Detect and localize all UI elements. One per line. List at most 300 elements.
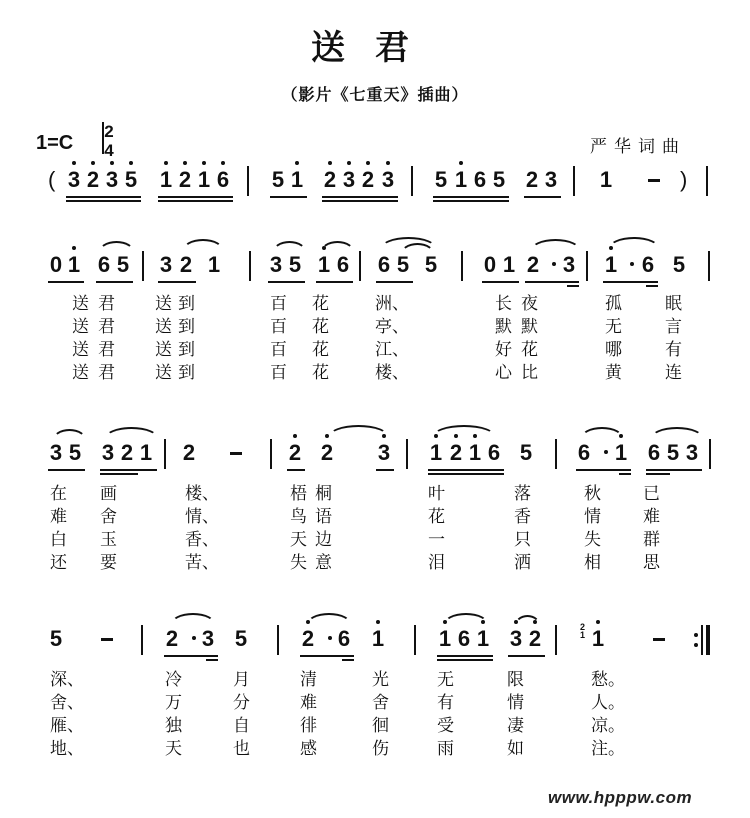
lyric-char: 泪 [428,553,445,573]
note: 3 [544,167,558,192]
note: 2 [319,439,335,467]
note: 5 [123,166,139,194]
note: 1 [370,625,386,653]
beam-underline [619,473,631,475]
note: 6 [377,252,391,277]
lyric-char: 只 [514,530,531,550]
note: 2 [287,439,303,467]
high-octave-dot [293,434,297,438]
note: 1 [139,440,153,465]
lyric-char: 情、 [185,507,219,527]
beam-underline [567,285,579,287]
beam-underline [437,655,493,657]
lyric-char: 百 [270,294,287,314]
lyric-char: 语 [315,507,332,527]
dotted-note-dot [604,450,608,454]
lyric-char: 楼、 [375,363,409,383]
beam-underline [619,469,631,471]
lyric-char: 地、 [50,739,84,759]
beam-underline [158,281,196,283]
lyric-char: 限 [507,670,524,690]
slur [650,427,704,439]
note: 5 [396,252,410,277]
notation-line-1 [0,166,750,206]
slur [608,237,660,249]
lyric-char: 有 [665,340,682,360]
dotted-note-dot [630,262,634,266]
note: 5 [116,252,130,277]
parenthesis: ) [680,167,688,192]
note: 3 [376,439,392,467]
lyric-char: 人。 [591,693,625,713]
lyric-char: 独 [165,716,182,736]
lyric-char: 天 [165,739,182,759]
lyric-char: 送 [72,363,89,383]
lyric-char: 哪 [605,340,622,360]
note: 2 [322,166,338,194]
note: 5 [672,252,686,277]
high-octave-dot [347,161,351,165]
note: 5 [666,440,680,465]
lyric-char: 送 [155,317,172,337]
notation-line-3 [0,439,750,479]
note: 1 [289,166,305,194]
barline [555,625,557,655]
beam-underline [268,281,305,283]
lyric-char: 落 [514,484,531,504]
note: 2 [165,626,179,651]
lyric-char: 花 [521,340,538,360]
lyric-char: 送 [155,294,172,314]
lyric-char: 边 [315,530,332,550]
lyric-char: 亭、 [375,317,409,337]
repeat-dot [694,633,698,637]
beam-underline [508,655,545,657]
note: 5 [424,252,438,277]
high-octave-dot [202,161,206,165]
lyric-char: 默 [521,317,538,337]
lyric-char: 难 [643,507,660,527]
barline [164,439,166,469]
beam-underline [433,196,509,198]
lyric-char: 难 [300,693,317,713]
beam-underline [287,469,305,471]
note: 6 [457,626,471,651]
beam-underline [158,200,233,202]
dotted-note-dot [192,636,196,640]
high-octave-dot [72,161,76,165]
lyric-char: 冷 [165,670,182,690]
high-octave-dot [183,161,187,165]
slur [443,613,489,625]
lyric-char: 相 [584,553,601,573]
lyric-char: 黄 [605,363,622,383]
note: 3 [508,625,524,653]
lyric-char: 有 [437,693,454,713]
barline [277,625,279,655]
lyric-char: 也 [233,739,250,759]
lyric-char: 深、 [50,670,84,690]
lyric-char: 花 [312,363,329,383]
note: 3 [201,626,215,651]
lyric-char: 注。 [591,739,625,759]
note: 1 [207,252,221,277]
song-subtitle: （影片《七重天》插曲） [281,85,469,104]
lyric-char: 香 [514,507,531,527]
note: 3 [49,440,63,465]
note: 5 [288,252,302,277]
beam-underline [342,655,354,657]
lyric-char: 意 [315,553,332,573]
slur [328,425,389,437]
notation-line-4 [0,622,750,665]
high-octave-dot [328,161,332,165]
beam-underline [376,469,394,471]
lyric-char: 君 [98,363,115,383]
note: 3 [341,166,357,194]
lyric-char: 送 [72,294,89,314]
note: 1 [590,625,606,653]
lyric-char: 眠 [665,294,682,314]
note: 2 [526,252,540,277]
lyric-char: 秋 [584,484,601,504]
lyric-char: 无 [437,670,454,690]
watermark: www.hpppw.com [548,788,693,807]
lyric-char: 玉 [100,530,117,550]
lyric-char: 徊 [372,716,389,736]
beam-underline [66,196,141,198]
dotted-note-dot [552,262,556,266]
lyric-char: 难 [50,507,67,527]
lyric-char: 还 [50,553,67,573]
lyric-char: 桐 [315,484,332,504]
lyric-char: 徘 [300,716,317,736]
note: 2 [448,439,464,467]
barline [270,439,272,469]
lyric-char: 情 [584,507,601,527]
lyric-char: 比 [521,363,538,383]
note: 1 [428,439,444,467]
lyric-char: 花 [312,340,329,360]
note: 1 [196,166,212,194]
beam-underline [66,200,141,202]
lyric-char: 洲、 [375,294,409,314]
high-octave-dot [72,246,76,250]
slur [272,241,307,253]
slur [306,613,352,625]
note: 0 [49,252,63,277]
note: 3 [104,166,120,194]
lyric-char: 白 [50,530,67,550]
notation-line-2 [0,251,750,291]
note: 1 [453,166,469,194]
lyric-char: 画 [100,484,117,504]
beam-underline [158,196,233,198]
lyric-char: 言 [665,317,682,337]
beam-underline [100,469,138,471]
note: 1 [316,251,332,279]
lyric-char: 无 [605,317,622,337]
lyric-char: 一 [428,530,445,550]
slur [320,241,355,253]
lyric-char: 如 [507,739,524,759]
note: 1 [603,251,619,279]
note: 3 [562,252,576,277]
note: 6 [215,166,231,194]
time-signature-denominator: 4 [104,141,114,160]
barline [461,251,463,281]
lyric-char: 自 [233,716,250,736]
lyric-char: 江、 [375,340,409,360]
note: 1 [502,252,516,277]
barline [141,625,143,655]
lyric-char: 在 [50,484,67,504]
lyric-char: 心 [495,363,512,383]
note: 5 [49,626,63,651]
note: 2 [177,166,193,194]
lyric-char: 送 [155,340,172,360]
note: 6 [577,440,591,465]
beam-underline [646,469,670,471]
barline [249,251,251,281]
lyric-char: 梧 [290,484,307,504]
beam-underline [428,473,504,475]
note: 5 [271,167,285,192]
note: 5 [519,440,533,465]
note: 1 [437,625,453,653]
lyric-char: 舍、 [50,693,84,713]
high-octave-dot [386,161,390,165]
lyric-char: 送 [72,317,89,337]
note: 2 [527,625,543,653]
final-barline [706,625,710,655]
beam-underline [646,281,658,283]
note: 1 [467,439,483,467]
note: 2 [179,252,193,277]
lyric-char: 送 [155,363,172,383]
beam-underline [270,196,307,198]
beam-underline [433,200,509,202]
key-signature: 1=C [36,132,74,154]
high-octave-dot [91,161,95,165]
note: 6 [336,252,350,277]
slur [530,239,581,251]
note: 2 [182,440,196,465]
lyric-char: 失 [584,530,601,550]
slur [432,425,496,437]
lyric-char: 情 [507,693,524,713]
barline [414,625,416,655]
barline [142,251,144,281]
note: 1 [475,625,491,653]
beam-underline [376,281,413,283]
note: 1 [158,166,174,194]
beam-underline [482,281,519,283]
barline [555,439,557,469]
lyric-char: 孤 [605,294,622,314]
lyric-char: 已 [643,484,660,504]
lyric-char: 叶 [428,484,445,504]
slur [52,429,87,441]
dotted-note-dot [328,636,332,640]
note: 3 [685,440,699,465]
lyric-char: 月 [233,670,250,690]
time-signature-numerator: 2 [104,122,114,141]
barline [359,251,361,281]
note: 3 [380,166,396,194]
barline [406,439,408,469]
grace-note: 2 1 [580,622,586,640]
barline [573,166,575,196]
slur [98,241,135,253]
note: 3 [159,252,173,277]
lyric-char: 香、 [185,530,219,550]
note: 3 [101,440,115,465]
lyric-char: 君 [98,317,115,337]
lyric-char: 洒 [514,553,531,573]
sustain-dash [648,179,660,182]
lyric-char: 楼、 [185,484,219,504]
note: 2 [300,625,316,653]
lyric-char: 舍 [100,507,117,527]
beam-underline [206,659,218,661]
lyric-char: 感 [300,739,317,759]
lyric-char: 花 [428,507,445,527]
high-octave-dot [164,161,168,165]
beam-underline [100,473,138,475]
beam-underline [428,469,504,471]
barline [586,251,588,281]
lyric-char: 夜 [521,294,538,314]
lyric-char: 受 [437,716,454,736]
note: 6 [97,252,111,277]
note: 6 [473,167,487,192]
lyric-char: 天 [290,530,307,550]
note: 2 [525,167,539,192]
lyric-char: 群 [643,530,660,550]
beam-underline [567,281,579,283]
note: 3 [269,252,283,277]
lyric-char: 凄 [507,716,524,736]
lyric-char: 分 [233,693,250,713]
sustain-dash [653,638,665,641]
high-octave-dot [110,161,114,165]
lyric-char: 雨 [437,739,454,759]
lyric-char: 君 [98,294,115,314]
lyric-char: 好 [495,340,512,360]
slur [104,427,159,439]
high-octave-dot [129,161,133,165]
note: 6 [487,440,501,465]
barline [411,166,413,196]
lyric-char: 百 [270,340,287,360]
repeat-dot [694,643,698,647]
beam-underline [206,655,218,657]
high-octave-dot [459,161,463,165]
note: 1 [599,167,613,192]
sustain-dash [230,452,242,455]
note: 6 [647,440,661,465]
lyric-char: 舍 [372,693,389,713]
barline [709,439,711,469]
barline [706,166,708,196]
barline [708,251,710,281]
lyric-char: 失 [290,553,307,573]
song-title: 送君 [311,28,439,68]
parenthesis: ( [48,167,56,192]
high-octave-dot [376,620,380,624]
lyric-char: 君 [98,340,115,360]
lyric-char: 百 [270,363,287,383]
note: 2 [85,166,101,194]
lyric-char: 到 [178,363,195,383]
lyric-char: 清 [300,670,317,690]
note: 3 [66,166,82,194]
beam-underline [437,659,493,661]
note: 6 [641,252,655,277]
note: 2 [360,166,376,194]
beam-underline [48,469,85,471]
note: 1 [613,439,629,467]
beam-underline [342,659,354,661]
beam-underline [524,196,561,198]
slur [514,615,541,627]
high-octave-dot [221,161,225,165]
high-octave-dot [366,161,370,165]
lyric-char: 花 [312,317,329,337]
lyric-char: 百 [270,317,287,337]
barline [247,166,249,196]
beam-underline [48,281,84,283]
note: 0 [483,252,497,277]
beam-underline [646,473,670,475]
lyric-char: 凉。 [591,716,625,736]
lyric-char: 送 [72,340,89,360]
slur [182,239,224,251]
lyric-char: 鸟 [290,507,307,527]
lyric-char: 到 [178,294,195,314]
note: 5 [68,440,82,465]
note: 6 [337,626,351,651]
beam-underline [322,200,398,202]
lyric-char: 万 [165,693,182,713]
lyric-char: 苦、 [185,553,219,573]
note: 5 [492,167,506,192]
note: 5 [434,167,448,192]
time-signature [101,122,117,160]
lyric-char: 花 [312,294,329,314]
slur [170,613,216,625]
beam-underline [646,285,658,287]
sustain-dash [101,638,113,641]
lyric-char: 长 [495,294,512,314]
lyric-char: 连 [665,363,682,383]
composer-credit: 严华词曲 [590,137,686,157]
note: 2 [120,440,134,465]
note: 5 [234,626,248,651]
beam-underline [316,281,353,283]
lyric-char: 伤 [372,739,389,759]
beam-underline [322,196,398,198]
lyric-char: 愁。 [591,670,625,690]
barline [701,625,703,655]
beam-underline [96,281,133,283]
lyric-char: 思 [643,553,660,573]
lyric-char: 到 [178,340,195,360]
note: 1 [66,251,82,279]
high-octave-dot [596,620,600,624]
lyric-char: 到 [178,317,195,337]
